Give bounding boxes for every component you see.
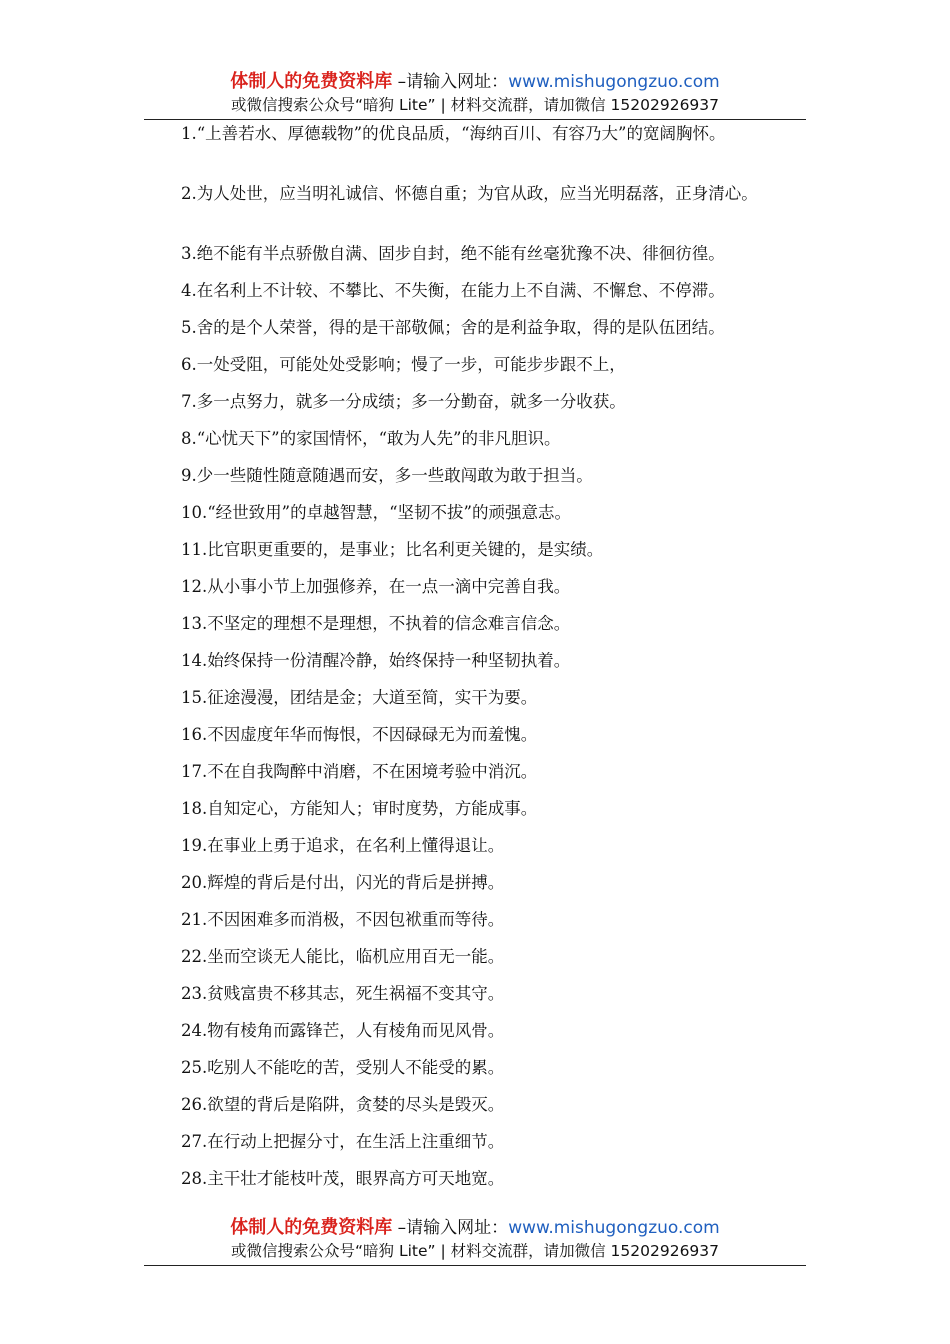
list-item: 23.贫贱富贵不移其志，死生祸福不变其守。 [181,984,505,1003]
list-item: 15.征途漫漫，团结是金；大道至简，实干为要。 [181,688,538,707]
list-item: 4.在名利上不计较、不攀比、不失衡，在能力上不自满、不懈怠、不停滞。 [181,281,725,300]
list-item: 10.“经世致用”的卓越智慧，“坚韧不拔”的顽强意志。 [181,503,571,522]
footer-line-1 [144,1216,806,1240]
list-item: 17.不在自我陶醉中消磨，不在困境考验中消沉。 [181,762,538,781]
list-item: 12.从小事小节上加强修养，在一点一滴中完善自我。 [181,577,571,596]
list-item: 9.少一些随性随意随遇而安，多一些敢闯敢为敢于担当。 [181,466,593,485]
list-item: 5.舍的是个人荣誉，得的是干部敬佩；舍的是利益争取，得的是队伍团结。 [181,318,725,337]
list-item: 6.一处受阻，可能处处受影响；慢了一步，可能步步跟不上， [181,355,626,374]
list-item: 20.辉煌的背后是付出，闪光的背后是拼搏。 [181,873,505,892]
list-item: 3.绝不能有半点骄傲自满、固步自封，绝不能有丝毫犹豫不决、徘徊彷徨。 [181,244,725,263]
footer-banner [144,1216,806,1266]
header-line-1 [144,70,806,94]
list-item: 13.不坚定的理想不是理想，不执着的信念难言信念。 [181,614,571,633]
header-prompt: –请输入网址： [392,72,509,92]
footer-title: 体制人的免费资料库 [230,1217,393,1238]
list-item: 28.主干壮才能枝叶茂，眼界高方可天地宽。 [181,1169,505,1188]
list-item: 26.欲望的背后是陷阱，贪婪的尽头是毁灭。 [181,1095,505,1114]
list-item: 27.在行动上把握分寸，在生活上注重细节。 [181,1132,505,1151]
list-item: 21.不因困难多而消极，不因包袱重而等待。 [181,910,505,929]
header-title: 体制人的免费资料库 [230,71,393,92]
footer-url-link[interactable]: www.mishugongzuo.com [508,1218,720,1238]
header-divider [144,119,806,120]
list-item: 14.始终保持一份清醒冷静，始终保持一种坚韧执着。 [181,651,571,670]
header-banner [144,70,806,120]
list-item: 1.“上善若水、厚德载物”的优良品质，“海纳百川、有容乃大”的宽阔胸怀。 [181,124,726,143]
header-url-link[interactable]: www.mishugongzuo.com [508,72,720,92]
list-item: 11.比官职更重要的，是事业；比名利更关键的，是实绩。 [181,540,604,559]
list-item: 2.为人处世，应当明礼诚信、怀德自重；为官从政，应当光明磊落，正身清心。 [181,184,758,203]
list-item: 16.不因虚度年华而悔恨，不因碌碌无为而羞愧。 [181,725,538,744]
list-item: 18.自知定心，方能知人；审时度势，方能成事。 [181,799,538,818]
list-item: 25.吃别人不能吃的苦，受别人不能受的累。 [181,1058,505,1077]
document-body [144,122,806,1204]
footer-divider [144,1265,806,1266]
list-item: 8.“心忧天下”的家国情怀，“敢为人先”的非凡胆识。 [181,429,561,448]
list-item: 19.在事业上勇于追求，在名利上懂得退让。 [181,836,505,855]
footer-prompt: –请输入网址： [392,1218,509,1238]
list-item: 7.多一点努力，就多一分成绩；多一分勤奋，就多一分收获。 [181,392,626,411]
footer-line-2: 或微信搜索公众号“暗狗 Lite” | 材料交流群，请加微信 15202926937 [230,1242,720,1260]
header-line-2: 或微信搜索公众号“暗狗 Lite” | 材料交流群，请加微信 15202926937 [230,96,720,114]
list-item: 22.坐而空谈无人能比，临机应用百无一能。 [181,947,505,966]
list-item: 24.物有棱角而露锋芒，人有棱角而见风骨。 [181,1021,505,1040]
